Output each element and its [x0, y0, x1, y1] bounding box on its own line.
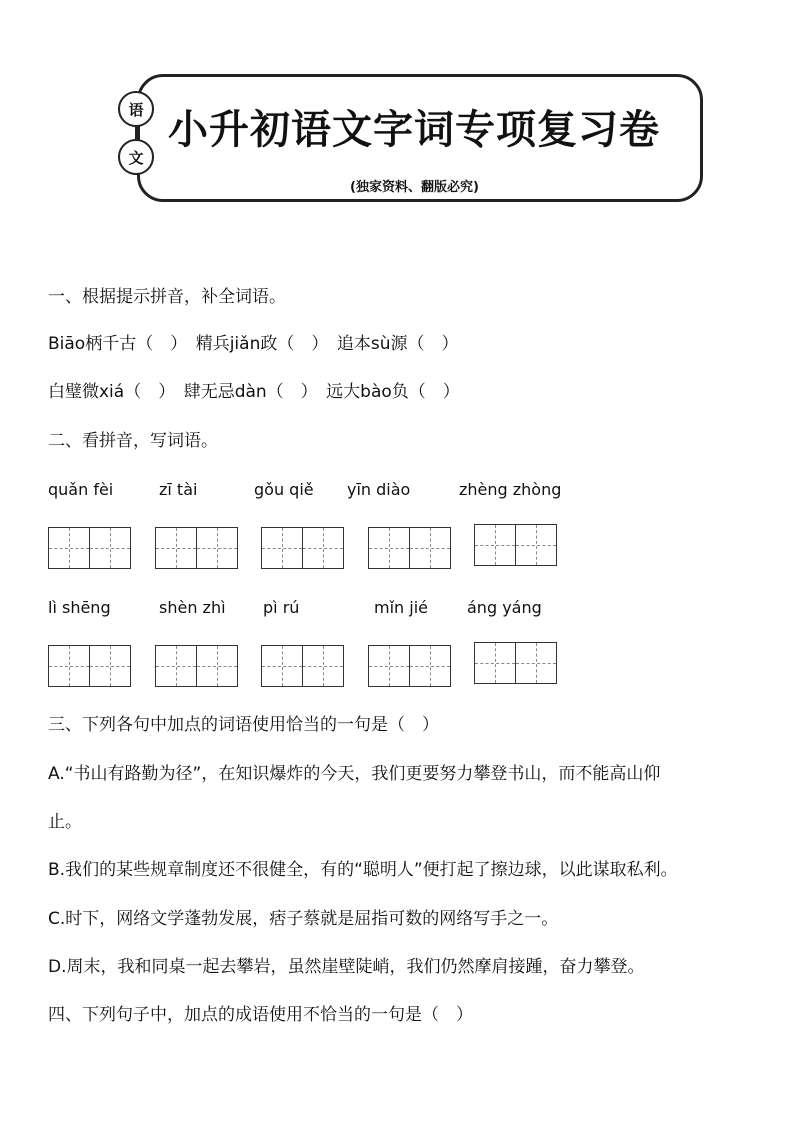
pinyin-label: gǒu qiě	[254, 480, 314, 499]
writing-grid[interactable]	[48, 645, 130, 687]
q3-heading: 三、下列各句中加点的词语使用恰当的一句是（ ）	[48, 715, 439, 735]
pinyin-label: shèn zhì	[159, 598, 226, 617]
grid-cell[interactable]	[196, 645, 238, 687]
grid-cell[interactable]	[89, 645, 131, 687]
subject-badge-wen: 文	[118, 139, 154, 175]
writing-grid[interactable]	[368, 645, 450, 687]
writing-grid[interactable]	[474, 524, 556, 566]
q3-option-d: D.周末，我和同桌一起去攀岩，虽然崖壁陡峭，我们仍然摩肩接踵，奋力攀登。	[48, 957, 645, 977]
pinyin-label: quǎn fèi	[48, 480, 114, 499]
pinyin-label: áng yáng	[467, 598, 542, 617]
writing-grid[interactable]	[261, 645, 343, 687]
grid-cell[interactable]	[515, 642, 557, 684]
grid-cell[interactable]	[48, 527, 90, 569]
writing-grid[interactable]	[474, 642, 556, 684]
q1-line-1: Biāo柄千古（ ） 精兵jiǎn政（ ） 追本sù源（ ）	[48, 334, 459, 354]
q3-option-b: B.我们的某些规章制度还不很健全，有的“聪明人”便打起了擦边球，以此谋取私利。	[48, 860, 678, 880]
writing-grid[interactable]	[368, 527, 450, 569]
pinyin-label: yīn diào	[347, 480, 411, 499]
q4-heading: 四、下列句子中，加点的成语使用不恰当的一句是（ ）	[48, 1005, 473, 1025]
grid-cell[interactable]	[155, 527, 197, 569]
q3-option-c: C.时下，网络文学蓬勃发展，痞子蔡就是屈指可数的网络写手之一。	[48, 909, 559, 929]
grid-cell[interactable]	[261, 527, 303, 569]
grid-cell[interactable]	[196, 527, 238, 569]
grid-cell[interactable]	[474, 642, 516, 684]
q3-option-a-continued: 止。	[48, 812, 82, 832]
pinyin-label: pì rú	[263, 598, 300, 617]
grid-cell[interactable]	[89, 527, 131, 569]
writing-grid[interactable]	[48, 527, 130, 569]
grid-cell[interactable]	[474, 524, 516, 566]
writing-grid[interactable]	[155, 645, 237, 687]
page-title: 小升初语文字词专项复习卷	[168, 107, 660, 153]
writing-grid[interactable]	[155, 527, 237, 569]
subject-badge-yu: 语	[118, 91, 154, 127]
page-subtitle: (独家资料、翻版必究)	[350, 180, 479, 195]
pinyin-label: zhèng zhòng	[459, 480, 562, 499]
grid-cell[interactable]	[368, 645, 410, 687]
grid-cell[interactable]	[368, 527, 410, 569]
badge-connector	[135, 127, 137, 139]
grid-cell[interactable]	[261, 645, 303, 687]
grid-cell[interactable]	[409, 527, 451, 569]
q3-option-a: A.“书山有路勤为径”，在知识爆炸的今天，我们更要努力攀登书山，而不能高山仰	[48, 764, 661, 784]
pinyin-label: lì shēng	[48, 598, 111, 617]
grid-cell[interactable]	[515, 524, 557, 566]
grid-cell[interactable]	[302, 527, 344, 569]
grid-cell[interactable]	[155, 645, 197, 687]
writing-grid[interactable]	[261, 527, 343, 569]
q2-heading: 二、看拼音，写词语。	[48, 431, 218, 451]
grid-cell[interactable]	[48, 645, 90, 687]
q1-line-2: 白璧微xiá（ ） 肆无忌dàn（ ） 远大bào负（ ）	[48, 382, 460, 402]
grid-cell[interactable]	[409, 645, 451, 687]
grid-cell[interactable]	[302, 645, 344, 687]
pinyin-label: zī tài	[159, 480, 198, 499]
q1-heading: 一、根据提示拼音，补全词语。	[48, 287, 286, 307]
pinyin-label: mǐn jié	[374, 598, 428, 617]
